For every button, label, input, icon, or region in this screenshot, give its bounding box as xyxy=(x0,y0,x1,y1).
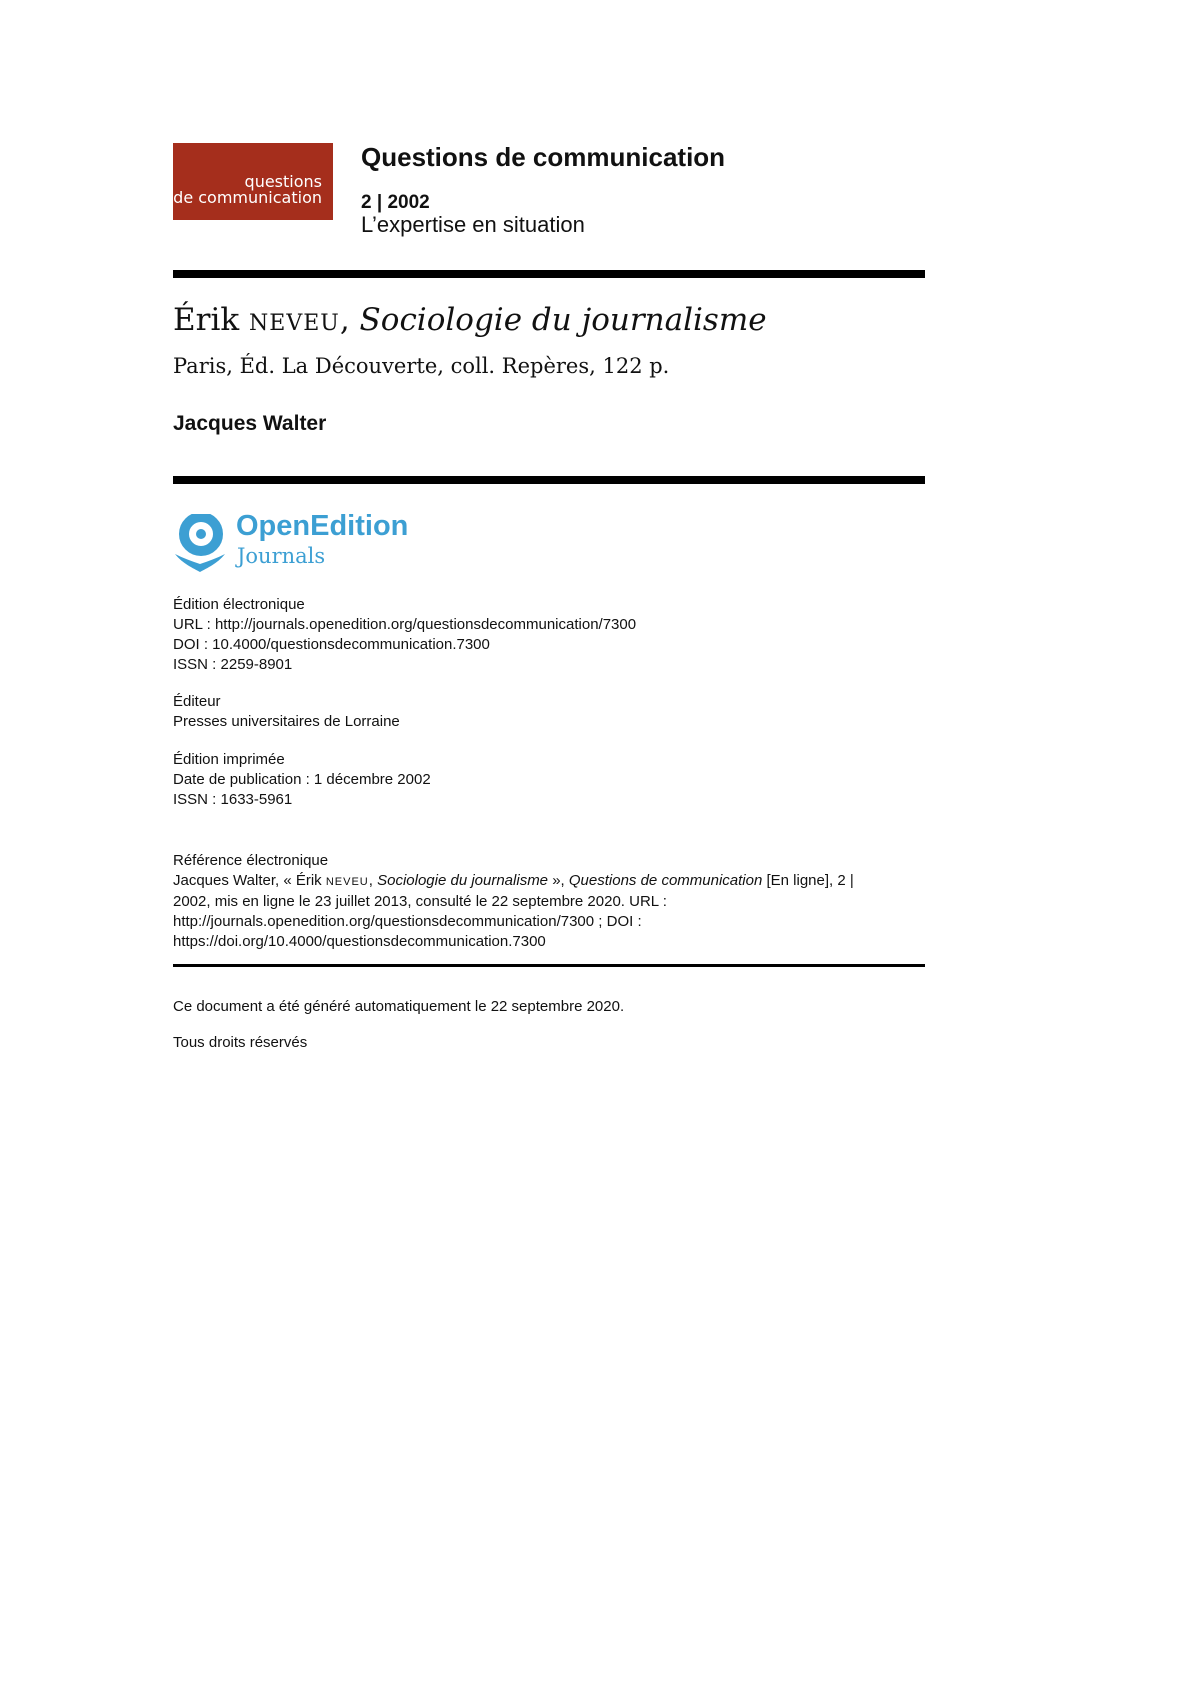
electronic-edition-url[interactable]: URL : http://journals.openedition.org/questionsdecommunication/7300 xyxy=(173,616,637,633)
issue-number: 2 | 2002 xyxy=(361,192,430,213)
book-title: Sociologie du journalisme xyxy=(359,302,767,338)
reference-name-sc: NEVEU xyxy=(325,876,369,888)
journal-logo-line2: de communication xyxy=(173,188,322,207)
journal-logo xyxy=(173,143,333,220)
top-divider xyxy=(173,270,925,278)
reference-part3: », xyxy=(548,872,569,889)
print-edition-issn: ISSN : 1633-5961 xyxy=(173,791,293,808)
publisher-name: Presses universitaires de Lorraine xyxy=(173,713,400,730)
author-first-name: Érik xyxy=(173,302,240,338)
electronic-edition-doi[interactable]: DOI : 10.4000/questionsdecommunication.7300 xyxy=(173,636,490,653)
electronic-reference-block xyxy=(173,851,893,952)
middle-divider xyxy=(173,476,925,484)
author-last-name: NEVEU xyxy=(249,311,340,336)
openedition-logo-icon xyxy=(173,514,227,574)
generated-notice: Ce document a été généré automatiquement le 22 septembre 2020. xyxy=(173,998,625,1015)
publication-info: Paris, Éd. La Découverte, coll. Repères, 122 p. xyxy=(173,354,670,378)
title-separator: , xyxy=(339,302,350,338)
openedition-journals: Journals xyxy=(237,544,326,568)
electronic-edition-block xyxy=(173,595,913,675)
electronic-edition-heading: Édition électronique xyxy=(173,596,305,613)
electronic-edition-issn: ISSN : 2259-8901 xyxy=(173,656,293,673)
reference-book-title: Sociologie du journalisme xyxy=(377,872,549,889)
print-edition-block xyxy=(173,750,913,810)
reference-part1: Jacques Walter, « Érik xyxy=(173,872,326,889)
print-edition-date: Date de publication : 1 décembre 2002 xyxy=(173,771,431,788)
bottom-divider xyxy=(173,964,925,967)
rights-notice: Tous droits réservés xyxy=(173,1034,308,1051)
journal-logo-line1: questions xyxy=(244,172,322,191)
reference-heading: Référence électronique xyxy=(173,852,329,869)
reference-part2: , xyxy=(368,872,378,889)
print-edition-heading: Édition imprimée xyxy=(173,751,285,768)
publisher-heading: Éditeur xyxy=(173,693,221,710)
article-title xyxy=(173,302,767,338)
reviewer-name: Jacques Walter xyxy=(173,412,327,435)
reference-part4[interactable]: [En ligne], 2 | 2002, mis en ligne le 23 juillet 2013, consulté le 22 septembre 2020. URL : http://journals.openedition.org/questionsdecommunication/7300 ; DOI : https://doi.org/10.4000/questionsdecommunication.7300 xyxy=(173,872,854,950)
publisher-block xyxy=(173,692,913,732)
issue-theme: L’expertise en situation xyxy=(361,212,585,237)
openedition-brand: OpenEdition xyxy=(236,510,409,542)
reference-journal: Questions de communication xyxy=(568,872,763,889)
journal-title: Questions de communication xyxy=(361,142,726,172)
